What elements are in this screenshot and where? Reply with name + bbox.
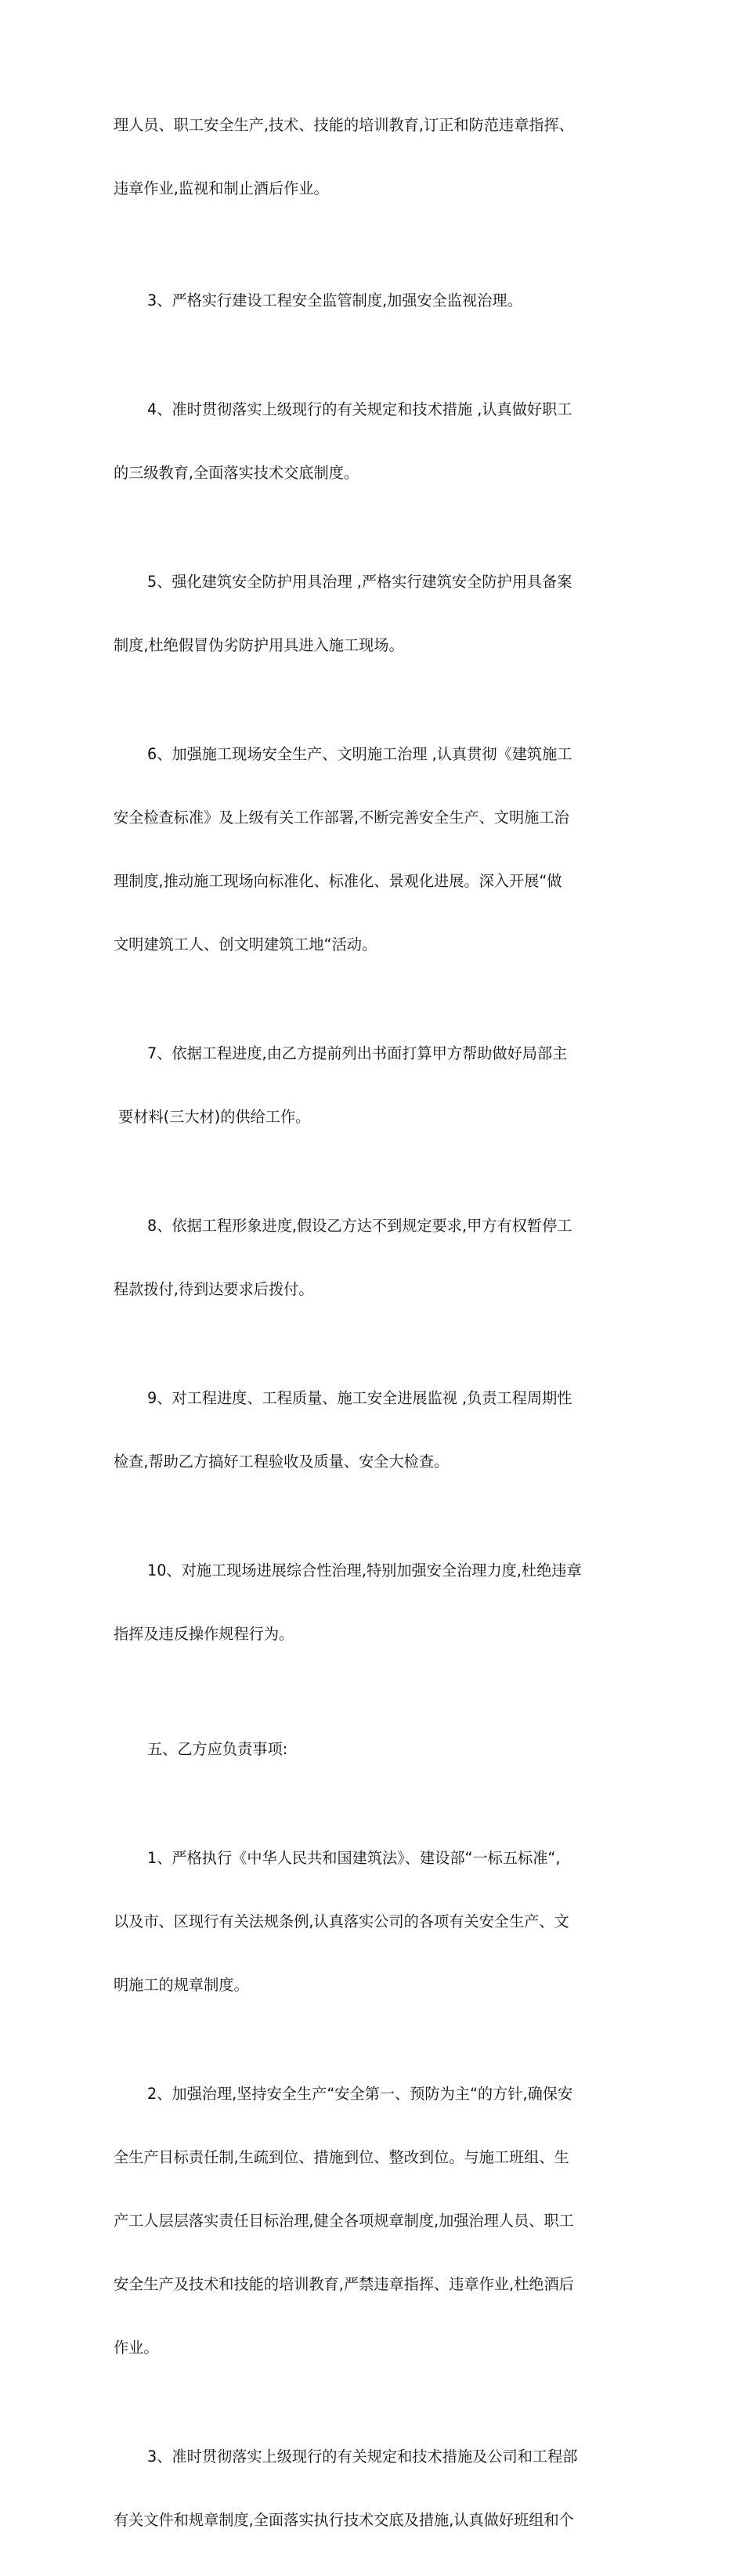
paragraph-continuation bbox=[114, 72, 634, 241]
document-body bbox=[114, 72, 634, 2576]
text-line: 3、严格实行建设工程安全监管制度,加强安全监视治理。 bbox=[147, 291, 522, 309]
paragraph-item-6 bbox=[114, 701, 634, 997]
text-line: 10、对施工现场进展综合性治理,特别加强安全治理力度,杜绝违章 bbox=[147, 1561, 582, 1579]
paragraph-b-item-1 bbox=[114, 1805, 634, 2038]
paragraph-b-item-3 bbox=[114, 2404, 634, 2573]
paragraph-item-8 bbox=[114, 1173, 634, 1342]
text-line: 制度,杜绝假冒伪劣防护用具进入施工现场。 bbox=[114, 636, 404, 654]
text-line: 2、加强治理,坚持安全生产“安全第一、预防为主“的方针,确保安 bbox=[147, 2085, 573, 2103]
text-line: 要材料(三大材)的供给工作。 bbox=[114, 1108, 311, 1126]
paragraph-item-3 bbox=[114, 248, 634, 353]
paragraph-item-4 bbox=[114, 356, 634, 526]
text-line: 检查,帮助乙方搞好工程验收及质量、安全大检查。 bbox=[114, 1453, 450, 1471]
text-line: 五、乙方应负责事项: bbox=[147, 1740, 288, 1758]
text-line: 理制度,推动施工现场向标准化、标准化、景观化进展。深入开展“做 bbox=[114, 872, 562, 890]
text-line: 5、强化建筑安全防护用具治理 ,严格实行建筑安全防护用具备案 bbox=[147, 573, 572, 591]
text-line: 理人员、职工安全生产,技术、技能的培训教育,订正和防范违章指挥、 bbox=[114, 116, 574, 134]
text-line: 安全生产及技术和技能的培训教育,严禁违章指挥、违章作业,杜绝酒后 bbox=[114, 2275, 574, 2293]
text-line: 3、准时贯彻落实上级现行的有关规定和技术措施及公司和工程部 bbox=[147, 2448, 578, 2466]
text-line: 全生产目标责任制,生疏到位、措施到位、整改到位。与施工班组、生 bbox=[114, 2148, 569, 2166]
text-line: 6、加强施工现场安全生产、文明施工治理 ,认真贯彻《建筑施工 bbox=[147, 745, 572, 763]
text-line: 8、依据工程形象进度,假设乙方达不到规定要求,甲方有权暂停工 bbox=[147, 1217, 572, 1235]
text-line: 9、对工程进度、工程质量、施工安全进展监视 ,负责工程周期性 bbox=[147, 1389, 572, 1407]
paragraph-b-item-2 bbox=[114, 2041, 634, 2401]
section-heading-5 bbox=[114, 1696, 634, 1802]
text-line: 安全检查标准》及上级有关工作部署,不断完善安全生产、文明施工治 bbox=[114, 809, 569, 827]
text-line: 以及市、区现行有关法规条例,认真落实公司的各项有关安全生产、文 bbox=[114, 1912, 569, 1930]
text-line: 的三级教育,全面落实技术交底制度。 bbox=[114, 464, 359, 482]
text-line: 产工人层层落实责任目标治理,健全各项规章制度,加强治理人员、职工 bbox=[114, 2212, 574, 2230]
text-line: 7、依据工程进度,由乙方提前列出书面打算甲方帮助做好局部主 bbox=[147, 1044, 568, 1062]
text-line: 明施工的规章制度。 bbox=[114, 1976, 249, 1994]
text-line: 作业。 bbox=[114, 2339, 159, 2357]
text-line: 程款拨付,待到达要求后拨付。 bbox=[114, 1280, 314, 1298]
text-line: 有关文件和规章制度,全面落实执行技术交底及措施,认真做好班组和个 bbox=[114, 2511, 574, 2529]
text-line: 1、严格执行《中华人民共和国建筑法》、建设部“一标五标准“, bbox=[147, 1849, 561, 1867]
text-line: 指挥及违反操作规程行为。 bbox=[114, 1625, 294, 1643]
paragraph-item-10 bbox=[114, 1518, 634, 1687]
text-line: 文明建筑工人、创文明建筑工地“活动。 bbox=[114, 935, 377, 953]
text-line: 4、准时贯彻落实上级现行的有关规定和技术措施 ,认真做好职工 bbox=[147, 400, 572, 418]
paragraph-item-9 bbox=[114, 1345, 634, 1514]
paragraph-item-5 bbox=[114, 529, 634, 698]
paragraph-item-7 bbox=[114, 1000, 634, 1170]
text-line: 违章作业,监视和制止酒后作业。 bbox=[114, 179, 329, 197]
